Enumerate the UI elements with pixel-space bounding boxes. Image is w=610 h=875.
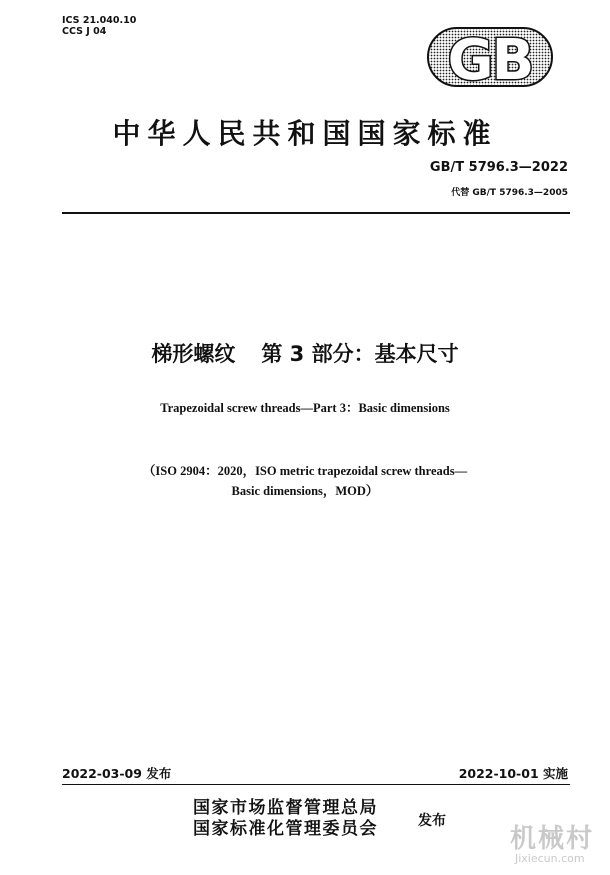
issue-label: 发布 xyxy=(418,813,446,829)
watermark-url: Jixiecun.com xyxy=(515,852,585,865)
english-title: Trapezoidal screw threads—Part 3：Basic dimensions xyxy=(160,401,450,415)
effective-date: 2022-10-01 实施 xyxy=(458,766,568,781)
issuer-samr: 国家市场监督管理总局 xyxy=(193,798,378,818)
classification-codes xyxy=(62,15,136,37)
iso-reference-line2: Basic dimensions，MOD） xyxy=(231,484,379,498)
chinese-title xyxy=(0,338,610,368)
issuer-sac: 国家标准化管理委员会 xyxy=(193,819,378,839)
footer-divider xyxy=(62,784,570,785)
ccs-code: CCS J 04 xyxy=(62,26,107,37)
watermark-text: 机械村 xyxy=(510,824,595,854)
standard-number: GB/T 5796.3—2022 xyxy=(429,160,568,175)
chinese-title-part1: 梯形螺纹 xyxy=(151,342,236,366)
ics-code: ICS 21.040.10 xyxy=(62,15,137,26)
gb-logo-text: GB xyxy=(447,28,533,87)
chinese-title-part2: 第 3 部分：基本尺寸 xyxy=(261,342,459,366)
iso-reference xyxy=(0,461,610,501)
iso-reference-line1: （ISO 2904：2020，ISO metric trapezoidal screw threads— xyxy=(142,464,468,478)
replaces-note: 代替 GB/T 5796.3—2005 xyxy=(451,188,568,198)
issuing-authorities xyxy=(193,798,378,840)
gb-logo xyxy=(427,27,553,87)
header-divider xyxy=(62,212,570,214)
masthead-title: 中华人民共和国国家标准 xyxy=(112,117,498,150)
publish-date: 2022-03-09 发布 xyxy=(62,766,172,781)
